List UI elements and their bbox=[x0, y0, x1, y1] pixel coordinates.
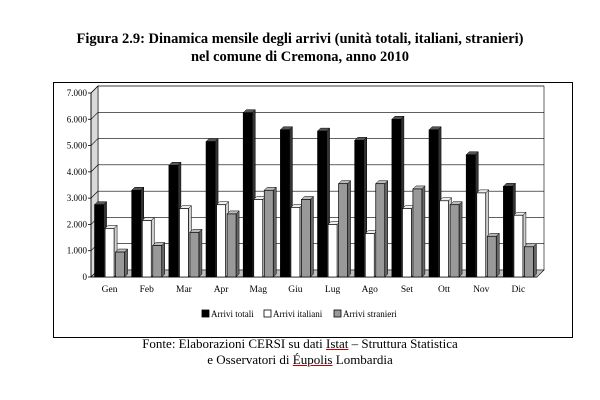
figure-title-line1: Figura 2.9: Dinamica mensile degli arrivi (unità totali, italiani, stranieri) bbox=[76, 31, 524, 47]
legend-swatch bbox=[264, 310, 271, 317]
x-tick-label: Feb bbox=[139, 285, 154, 295]
bar-arrivi-italiani bbox=[328, 224, 337, 277]
figure-caption bbox=[0, 336, 600, 368]
bar-arrivi-stranieri bbox=[450, 205, 459, 277]
y-tick-label: 7.000 bbox=[66, 88, 87, 98]
y-tick-label: 1.000 bbox=[66, 245, 87, 256]
bar-arrivi-italiani bbox=[179, 209, 188, 277]
bar-side bbox=[422, 186, 425, 277]
caption-line1 bbox=[0, 336, 600, 352]
bar-arrivi-stranieri bbox=[339, 184, 348, 277]
x-tick-label: Ott bbox=[438, 285, 451, 295]
bar-arrivi-italiani bbox=[254, 199, 263, 277]
bar-side bbox=[199, 229, 202, 277]
x-tick-label: Ago bbox=[361, 285, 378, 295]
bar-arrivi-totali bbox=[466, 155, 475, 277]
y-tick-label: 3.000 bbox=[66, 193, 87, 204]
x-tick-label: Apr bbox=[213, 285, 229, 295]
bar-side bbox=[459, 202, 462, 277]
bar-arrivi-stranieri bbox=[153, 245, 162, 277]
bar-arrivi-totali bbox=[392, 119, 401, 277]
x-tick-label: Gen bbox=[101, 285, 118, 295]
caption-line1-prefix: Fonte: Elaborazioni CERSI su dati bbox=[142, 336, 326, 351]
bar-arrivi-italiani bbox=[477, 193, 486, 277]
legend-label: Arrivi italiani bbox=[273, 309, 323, 319]
bar-side bbox=[348, 181, 351, 277]
y-tick-label: 2.000 bbox=[66, 219, 87, 230]
bar-arrivi-totali bbox=[95, 205, 104, 277]
bar-arrivi-stranieri bbox=[524, 247, 533, 277]
bar-side bbox=[385, 181, 388, 277]
bar-side bbox=[125, 249, 128, 277]
bar-arrivi-totali bbox=[169, 165, 178, 277]
x-tick-label: Giu bbox=[288, 285, 303, 295]
y-tick-label: 0 bbox=[82, 272, 87, 282]
caption-line2-suffix: Lombardia bbox=[332, 352, 393, 367]
bar-arrivi-stranieri bbox=[264, 190, 273, 277]
bar-side bbox=[310, 196, 313, 277]
bar-arrivi-italiani bbox=[217, 205, 226, 277]
caption-istat: Istat bbox=[326, 336, 349, 351]
bar-arrivi-stranieri bbox=[413, 189, 422, 277]
bar-chart bbox=[54, 83, 572, 337]
y-tick-label: 5.000 bbox=[66, 140, 87, 151]
bar-arrivi-italiani bbox=[291, 207, 300, 277]
x-tick-label: Nov bbox=[473, 285, 490, 295]
bar-arrivi-stranieri bbox=[487, 236, 496, 277]
bar-arrivi-italiani bbox=[142, 220, 151, 277]
y-tick-label: 4.000 bbox=[66, 166, 87, 177]
bar-arrivi-totali bbox=[206, 142, 215, 277]
x-tick-label: Lug bbox=[324, 285, 341, 295]
x-tick-label: Mar bbox=[176, 285, 192, 295]
bar-arrivi-stranieri bbox=[376, 184, 385, 277]
bar-arrivi-totali bbox=[243, 113, 252, 277]
y-tick-label: 6.000 bbox=[66, 114, 87, 125]
bar-side bbox=[533, 244, 536, 277]
chart-frame bbox=[53, 82, 573, 338]
figure-title-line2: nel comune di Cremona, anno 2010 bbox=[190, 49, 410, 65]
bar-arrivi-italiani bbox=[402, 209, 411, 277]
caption-line1-suffix: – Struttura Statistica bbox=[348, 336, 458, 351]
bar-arrivi-totali bbox=[280, 130, 289, 277]
bar-arrivi-totali bbox=[132, 190, 141, 277]
bar-arrivi-totali bbox=[355, 140, 364, 277]
bar-arrivi-totali bbox=[318, 131, 327, 277]
x-tick-label: Set bbox=[400, 285, 413, 295]
bar-arrivi-stranieri bbox=[116, 252, 125, 277]
bar-arrivi-totali bbox=[503, 186, 512, 277]
bar-side bbox=[273, 187, 276, 277]
bar-arrivi-italiani bbox=[440, 201, 449, 277]
x-tick-label: Mag bbox=[249, 285, 267, 295]
bar-side bbox=[236, 211, 239, 277]
bar-arrivi-italiani bbox=[365, 234, 374, 277]
figure-title bbox=[0, 30, 600, 66]
bar-side bbox=[162, 242, 165, 277]
legend-swatch bbox=[334, 310, 341, 317]
bar-arrivi-totali bbox=[429, 130, 438, 277]
caption-eupolis: Éupolis bbox=[292, 352, 333, 367]
bar-arrivi-italiani bbox=[105, 228, 114, 277]
bar-arrivi-stranieri bbox=[301, 199, 310, 277]
legend-swatch bbox=[202, 310, 209, 317]
x-tick-label: Dic bbox=[511, 285, 526, 295]
legend-label: Arrivi totali bbox=[211, 309, 254, 319]
bar-side bbox=[496, 233, 499, 277]
caption-line2-prefix: e Osservatori di bbox=[207, 352, 293, 367]
bar-arrivi-italiani bbox=[514, 215, 523, 277]
bar-arrivi-stranieri bbox=[190, 232, 199, 277]
legend-label: Arrivi stranieri bbox=[343, 309, 397, 319]
caption-line2 bbox=[0, 352, 600, 368]
bar-arrivi-stranieri bbox=[227, 214, 236, 277]
